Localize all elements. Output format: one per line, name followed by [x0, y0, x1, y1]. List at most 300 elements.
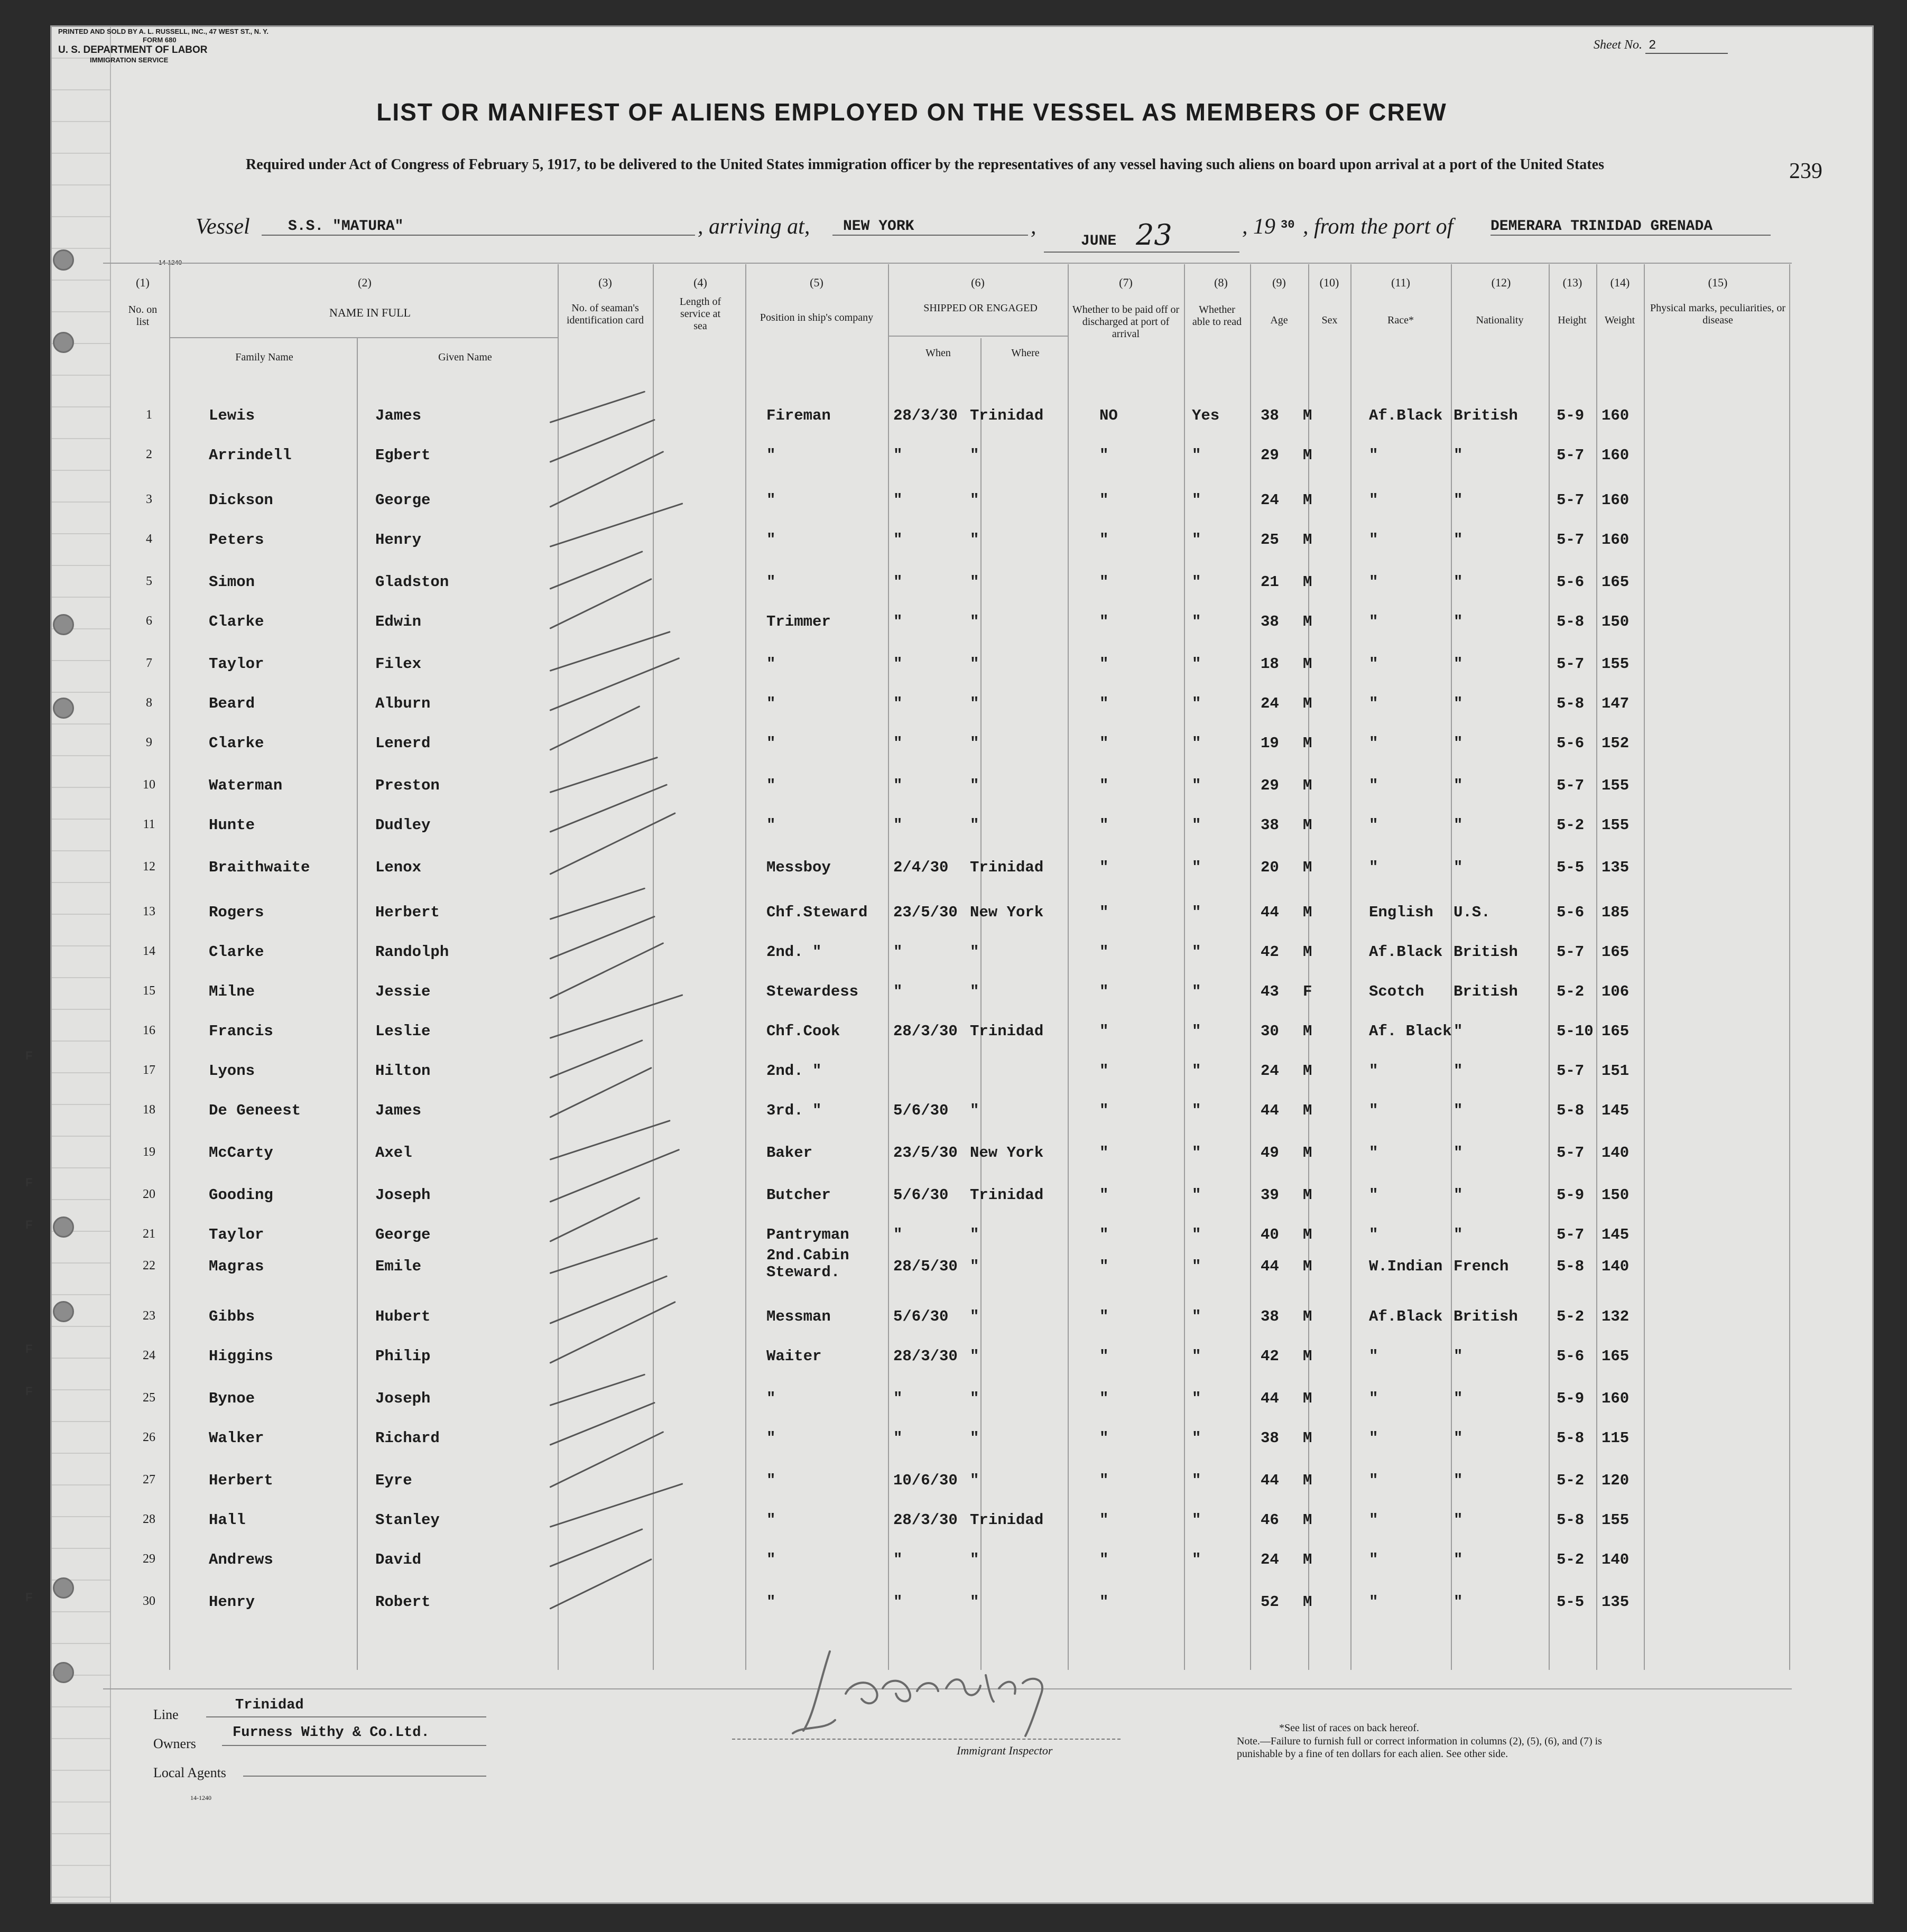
- cell-age: 39: [1261, 1186, 1279, 1204]
- row-number: 4: [146, 532, 152, 546]
- cell-paid: NO: [1099, 407, 1118, 424]
- cell-height: 5-7: [1557, 943, 1585, 961]
- cell-height: 5-7: [1557, 655, 1585, 673]
- cell-where: Trinidad: [970, 1186, 1044, 1204]
- punch-hole: [53, 1216, 74, 1238]
- cell-paid: ": [1099, 531, 1109, 549]
- cell-position: Trimmer: [766, 613, 831, 630]
- cell-sex: M: [1303, 1308, 1312, 1325]
- cell-sex: M: [1303, 1023, 1312, 1040]
- cell-where: ": [970, 983, 979, 1000]
- races-note: *See list of races on back hereof.: [1279, 1722, 1419, 1734]
- cell-paid: ": [1099, 613, 1109, 630]
- cell-family: Clarke: [209, 613, 264, 630]
- cell-age: 30: [1261, 1023, 1279, 1040]
- cell-nat: ": [1454, 1472, 1463, 1489]
- cell-where: ": [970, 943, 979, 961]
- cell-when: 5/6/30: [893, 1186, 949, 1204]
- cell-position: 2nd. ": [766, 943, 822, 961]
- cell-weight: 120: [1601, 1472, 1630, 1489]
- cell-height: 5-6: [1557, 1348, 1585, 1365]
- line-value: Trinidad: [235, 1697, 304, 1713]
- cell-read: ": [1192, 1023, 1201, 1040]
- cell-position: Stewardess: [766, 983, 859, 1000]
- column-number: (6): [971, 276, 985, 289]
- cell-position: ": [766, 1551, 776, 1568]
- cell-age: 43: [1261, 983, 1279, 1000]
- cell-age: 24: [1261, 1062, 1279, 1080]
- cell-given: James: [375, 1102, 422, 1119]
- cell-position: Pantryman: [766, 1226, 849, 1243]
- cell-weight: 132: [1601, 1308, 1630, 1325]
- cell-where: Trinidad: [970, 1511, 1044, 1529]
- cell-sex: M: [1303, 816, 1312, 834]
- cell-age: 21: [1261, 573, 1279, 591]
- cell-when: 28/5/30: [893, 1258, 958, 1275]
- cell-race: ": [1369, 1062, 1378, 1080]
- cell-height: 5-2: [1557, 983, 1585, 1000]
- cell-sex: M: [1303, 1226, 1312, 1243]
- column-divider: [1068, 264, 1069, 1670]
- cell-family: Henry: [209, 1593, 255, 1611]
- cell-height: 5-9: [1557, 1390, 1585, 1407]
- row-number: 17: [143, 1063, 155, 1077]
- cell-position: ": [766, 1429, 776, 1447]
- cell-position: Messman: [766, 1308, 831, 1325]
- cell-family: Gooding: [209, 1186, 273, 1204]
- cell-nat: ": [1454, 573, 1463, 591]
- page-number: 239: [1789, 159, 1822, 183]
- cell-height: 5-7: [1557, 447, 1585, 464]
- cell-given: Edwin: [375, 613, 422, 630]
- cell-family: Herbert: [209, 1472, 273, 1489]
- cell-read: ": [1192, 859, 1201, 876]
- cell-weight: 155: [1601, 777, 1630, 794]
- header-height: Height: [1558, 314, 1587, 326]
- cell-nat: British: [1454, 943, 1518, 961]
- cell-read: ": [1192, 983, 1201, 1000]
- cell-age: 42: [1261, 943, 1279, 961]
- cell-weight: 140: [1601, 1258, 1630, 1275]
- cell-family: Taylor: [209, 655, 264, 673]
- cell-read: ": [1192, 573, 1201, 591]
- cell-weight: 160: [1601, 447, 1630, 464]
- cell-weight: 147: [1601, 695, 1630, 712]
- cell-sex: M: [1303, 1186, 1312, 1204]
- cell-family: Andrews: [209, 1551, 273, 1568]
- cell-height: 5-7: [1557, 491, 1585, 509]
- row-number: 18: [143, 1103, 155, 1117]
- row-number: 9: [146, 736, 152, 749]
- cell-given: George: [375, 1226, 431, 1243]
- cell-age: 19: [1261, 735, 1279, 752]
- column-divider: [1789, 264, 1790, 1670]
- cell-given: Jessie: [375, 983, 431, 1000]
- cell-sex: M: [1303, 735, 1312, 752]
- cell-given: Joseph: [375, 1390, 431, 1407]
- cell-where: ": [970, 1429, 979, 1447]
- cell-sex: M: [1303, 1551, 1312, 1568]
- cell-when: ": [893, 1429, 903, 1447]
- cell-read: ": [1192, 1348, 1201, 1365]
- cell-weight: 135: [1601, 1593, 1630, 1611]
- cell-read: ": [1192, 491, 1201, 509]
- cell-age: 38: [1261, 613, 1279, 630]
- cell-when: ": [893, 655, 903, 673]
- cell-sex: M: [1303, 1472, 1312, 1489]
- cell-height: 5-9: [1557, 407, 1585, 424]
- cell-paid: ": [1099, 447, 1109, 464]
- cell-read: ": [1192, 1226, 1201, 1243]
- cell-weight: 145: [1601, 1226, 1630, 1243]
- cell-read: ": [1192, 904, 1201, 921]
- cell-family: Clarke: [209, 735, 264, 752]
- cell-paid: ": [1099, 1429, 1109, 1447]
- cell-where: ": [970, 531, 979, 549]
- cell-race: ": [1369, 1551, 1378, 1568]
- cell-age: 40: [1261, 1226, 1279, 1243]
- side-mark: F: [25, 1385, 33, 1398]
- cell-given: Filex: [375, 655, 422, 673]
- cell-race: ": [1369, 1144, 1378, 1162]
- cell-paid: ": [1099, 1144, 1109, 1162]
- row-number: 12: [143, 860, 155, 874]
- cell-paid: ": [1099, 816, 1109, 834]
- cell-sex: M: [1303, 1062, 1312, 1080]
- row-number: 30: [143, 1594, 155, 1608]
- cell-race: ": [1369, 531, 1378, 549]
- cell-where: ": [970, 1348, 979, 1365]
- punch-hole: [53, 332, 74, 353]
- cell-weight: 160: [1601, 407, 1630, 424]
- cell-age: 24: [1261, 1551, 1279, 1568]
- cell-family: Peters: [209, 531, 264, 549]
- cell-paid: ": [1099, 1226, 1109, 1243]
- cell-sex: M: [1303, 859, 1312, 876]
- cell-nat: ": [1454, 1226, 1463, 1243]
- cell-position: Fireman: [766, 407, 831, 424]
- row-number: 16: [143, 1024, 155, 1037]
- cell-nat: ": [1454, 491, 1463, 509]
- cell-paid: ": [1099, 1472, 1109, 1489]
- day-handwritten: 23: [1136, 218, 1172, 252]
- cell-when: ": [893, 943, 903, 961]
- cell-when: ": [893, 983, 903, 1000]
- cell-sex: M: [1303, 573, 1312, 591]
- cell-read: ": [1192, 1144, 1201, 1162]
- cell-nat: ": [1454, 1593, 1463, 1611]
- cell-height: 5-7: [1557, 1062, 1585, 1080]
- cell-sex: M: [1303, 531, 1312, 549]
- cell-given: Dudley: [375, 816, 431, 834]
- cell-age: 46: [1261, 1511, 1279, 1529]
- cell-race: ": [1369, 1226, 1378, 1243]
- cell-nat: ": [1454, 735, 1463, 752]
- cell-when: 23/5/30: [893, 904, 958, 921]
- cell-read: ": [1192, 655, 1201, 673]
- cell-age: 44: [1261, 1390, 1279, 1407]
- cell-nat: ": [1454, 1062, 1463, 1080]
- cell-family: De Geneest: [209, 1102, 301, 1119]
- inspector-signature: [782, 1625, 1078, 1747]
- cell-where: ": [970, 816, 979, 834]
- punch-hole: [53, 1577, 74, 1599]
- cell-sex: M: [1303, 1144, 1312, 1162]
- header-seaman-id: No. of seaman's identification card: [566, 302, 644, 326]
- form-code: 14-1240: [159, 259, 182, 266]
- cell-family: Taylor: [209, 1226, 264, 1243]
- cell-weight: 160: [1601, 531, 1630, 549]
- cell-given: Randolph: [375, 943, 449, 961]
- cell-given: Lenerd: [375, 735, 431, 752]
- cell-nat: French: [1454, 1258, 1509, 1275]
- cell-position: Baker: [766, 1144, 813, 1162]
- cell-paid: ": [1099, 1390, 1109, 1407]
- cell-sex: M: [1303, 613, 1312, 630]
- cell-race: ": [1369, 735, 1378, 752]
- column-number: (1): [136, 276, 150, 289]
- cell-family: Milne: [209, 983, 255, 1000]
- cell-given: Hilton: [375, 1062, 431, 1080]
- cell-race: ": [1369, 1348, 1378, 1365]
- column-divider: [1184, 264, 1185, 1670]
- cell-read: ": [1192, 777, 1201, 794]
- cell-family: Rogers: [209, 904, 264, 921]
- punch-hole: [53, 1662, 74, 1683]
- cell-weight: 151: [1601, 1062, 1630, 1080]
- cell-age: 38: [1261, 816, 1279, 834]
- cell-given: Hubert: [375, 1308, 431, 1325]
- cell-paid: ": [1099, 1186, 1109, 1204]
- cell-sex: M: [1303, 655, 1312, 673]
- cell-given: Richard: [375, 1429, 440, 1447]
- punch-hole: [53, 1301, 74, 1322]
- vessel-label: Vessel: [196, 215, 250, 239]
- cell-age: 20: [1261, 859, 1279, 876]
- cell-sex: M: [1303, 1429, 1312, 1447]
- cell-family: Hunte: [209, 816, 255, 834]
- side-mark: F: [25, 1218, 33, 1231]
- cell-race: ": [1369, 1472, 1378, 1489]
- cell-position: Chf.Cook: [766, 1023, 840, 1040]
- cell-height: 5-8: [1557, 1511, 1585, 1529]
- column-divider: [1350, 264, 1351, 1670]
- row-number: 1: [146, 408, 152, 422]
- cell-given: Henry: [375, 531, 422, 549]
- name-header-rule: [169, 337, 558, 338]
- cell-race: ": [1369, 1390, 1378, 1407]
- cell-race: ": [1369, 816, 1378, 834]
- cell-paid: ": [1099, 1102, 1109, 1119]
- cell-height: 5-2: [1557, 816, 1585, 834]
- cell-height: 5-6: [1557, 573, 1585, 591]
- cell-family: Francis: [209, 1023, 273, 1040]
- row-number: 6: [146, 614, 152, 628]
- row-number: 10: [143, 778, 155, 792]
- cell-given: Axel: [375, 1144, 412, 1162]
- cell-given: Gladston: [375, 573, 449, 591]
- cell-nat: ": [1454, 1102, 1463, 1119]
- cell-family: Bynoe: [209, 1390, 255, 1407]
- row-number: 21: [143, 1227, 155, 1241]
- cell-nat: ": [1454, 613, 1463, 630]
- cell-height: 5-8: [1557, 1258, 1585, 1275]
- cell-given: Egbert: [375, 447, 431, 464]
- cell-paid: ": [1099, 943, 1109, 961]
- cell-age: 38: [1261, 407, 1279, 424]
- penalty-note: Note.—Failure to furnish full or correct information in columns (2), (5), (6), and (7) is punishable by a fine of ten dollars for each alien. See other side.: [1237, 1735, 1602, 1760]
- cell-paid: ": [1099, 777, 1109, 794]
- cell-read: ": [1192, 447, 1201, 464]
- cell-given: James: [375, 407, 422, 424]
- sheet-label: Sheet No.: [1594, 38, 1642, 52]
- cell-when: ": [893, 531, 903, 549]
- cell-family: Dickson: [209, 491, 273, 509]
- cell-sex: M: [1303, 1258, 1312, 1275]
- cell-sex: M: [1303, 777, 1312, 794]
- cell-when: ": [893, 447, 903, 464]
- from-ports: DEMERARA TRINIDAD GRENADA: [1491, 218, 1771, 236]
- cell-position: ": [766, 1472, 776, 1489]
- cell-when: ": [893, 777, 903, 794]
- cell-where: ": [970, 777, 979, 794]
- cell-height: 5-8: [1557, 1429, 1585, 1447]
- cell-where: Trinidad: [970, 407, 1044, 424]
- column-divider: [1250, 264, 1251, 1670]
- cell-race: English: [1369, 904, 1433, 921]
- column-divider: [1644, 264, 1645, 1670]
- cell-weight: 115: [1601, 1429, 1630, 1447]
- cell-age: 29: [1261, 447, 1279, 464]
- cell-position: Chf.Steward: [766, 904, 868, 921]
- cell-when: ": [893, 1551, 903, 1568]
- cell-sex: M: [1303, 904, 1312, 921]
- cell-given: Emile: [375, 1258, 422, 1275]
- cell-paid: ": [1099, 1511, 1109, 1529]
- cell-nat: ": [1454, 1511, 1463, 1529]
- form-number: FORM 680: [143, 36, 177, 44]
- cell-when: 2/4/30: [893, 859, 949, 876]
- cell-where: ": [970, 1593, 979, 1611]
- cell-position: ": [766, 816, 776, 834]
- cell-paid: ": [1099, 573, 1109, 591]
- cell-age: 25: [1261, 531, 1279, 549]
- cell-given: George: [375, 491, 431, 509]
- printer-block: [58, 27, 269, 64]
- cell-race: ": [1369, 491, 1378, 509]
- cell-position: ": [766, 1511, 776, 1529]
- cell-given: Joseph: [375, 1186, 431, 1204]
- cell-age: 44: [1261, 1472, 1279, 1489]
- punch-hole: [53, 614, 74, 635]
- row-number: 14: [143, 944, 155, 958]
- header-race: Race*: [1387, 314, 1414, 326]
- cell-read: ": [1192, 1186, 1201, 1204]
- cell-where: ": [970, 1472, 979, 1489]
- column-divider: [1596, 264, 1597, 1670]
- column-number: (13): [1562, 276, 1582, 289]
- cell-race: ": [1369, 777, 1378, 794]
- cell-race: ": [1369, 1511, 1378, 1529]
- cell-race: Af. Black: [1369, 1023, 1452, 1040]
- row-number: 20: [143, 1187, 155, 1201]
- cell-read: ": [1192, 943, 1201, 961]
- owners-label: Owners: [153, 1736, 196, 1751]
- cell-read: ": [1192, 1511, 1201, 1529]
- cell-nat: ": [1454, 1348, 1463, 1365]
- cell-race: Af.Black: [1369, 407, 1443, 424]
- column-number: (4): [693, 276, 707, 289]
- cell-nat: ": [1454, 859, 1463, 876]
- cell-age: 44: [1261, 904, 1279, 921]
- column-divider: [1549, 264, 1550, 1670]
- cell-race: ": [1369, 655, 1378, 673]
- cell-weight: 155: [1601, 655, 1630, 673]
- cell-sex: M: [1303, 943, 1312, 961]
- cell-age: 52: [1261, 1593, 1279, 1611]
- cell-read: ": [1192, 735, 1201, 752]
- cell-age: 24: [1261, 695, 1279, 712]
- shipped-header-rule: [888, 336, 1068, 337]
- cell-weight: 185: [1601, 904, 1630, 921]
- header-length-service: Length of service at sea: [679, 296, 721, 332]
- cell-sex: M: [1303, 447, 1312, 464]
- cell-paid: ": [1099, 983, 1109, 1000]
- column-number: (3): [598, 276, 612, 289]
- header-able-read: Whether able to read: [1192, 304, 1242, 328]
- cell-weight: 145: [1601, 1102, 1630, 1119]
- header-sex: Sex: [1321, 314, 1338, 326]
- cell-paid: ": [1099, 735, 1109, 752]
- cell-weight: 160: [1601, 491, 1630, 509]
- cell-age: 49: [1261, 1144, 1279, 1162]
- column-divider: [745, 264, 746, 1670]
- header-family-name: Family Name: [235, 351, 293, 363]
- row-number: 5: [146, 574, 152, 588]
- year-value: 30: [1281, 218, 1295, 231]
- year-label: , 19: [1242, 215, 1275, 239]
- cell-weight: 160: [1601, 1390, 1630, 1407]
- cell-height: 5-10: [1557, 1023, 1594, 1040]
- row-number: 19: [143, 1145, 155, 1159]
- cell-when: ": [893, 695, 903, 712]
- cell-read: ": [1192, 1102, 1201, 1119]
- row-number: 13: [143, 905, 155, 918]
- side-mark: F: [25, 1176, 33, 1189]
- cell-paid: ": [1099, 491, 1109, 509]
- column-number: (9): [1272, 276, 1286, 289]
- cell-where: ": [970, 1390, 979, 1407]
- cell-position: ": [766, 447, 776, 464]
- cell-weight: 150: [1601, 613, 1630, 630]
- cell-nat: ": [1454, 655, 1463, 673]
- cell-weight: 150: [1601, 1186, 1630, 1204]
- row-number: 23: [143, 1309, 155, 1323]
- cell-height: 5-2: [1557, 1472, 1585, 1489]
- cell-nat: British: [1454, 983, 1518, 1000]
- cell-sex: M: [1303, 1348, 1312, 1365]
- from-label: , from the port of: [1303, 215, 1454, 239]
- cell-race: Scotch: [1369, 983, 1424, 1000]
- cell-where: New York: [970, 904, 1044, 921]
- cell-age: 44: [1261, 1102, 1279, 1119]
- cell-nat: ": [1454, 447, 1463, 464]
- cell-sex: F: [1303, 983, 1312, 1000]
- agents-underline: [243, 1776, 486, 1777]
- cell-given: Stanley: [375, 1511, 440, 1529]
- row-number: 15: [143, 984, 155, 998]
- cell-where: ": [970, 447, 979, 464]
